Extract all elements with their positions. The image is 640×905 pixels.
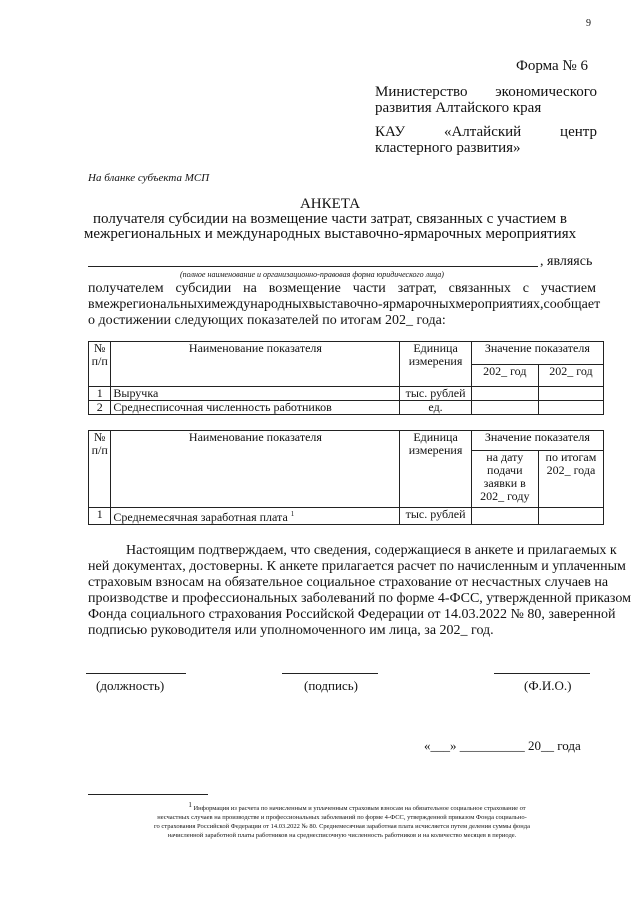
form-title: Форма № 6 [516,58,588,74]
value-cell[interactable] [538,401,603,415]
value-cell[interactable] [471,387,538,401]
confirmation-paragraph: Настоящим подтверждаем, что сведения, содержащиеся в анкете и прилагаемых к ней документах, достоверны. К анкете прилагается расчет по начисленным и уплаченным страховым взносам на обязательное социальное страхование от несчастных случаев на производстве и профессиональных заболеваний по форме 4-ФСС, утвержденной приказом Фонда социального страхования Российской Федерации от 14.03.2022 № 80, заверенной подписью руководителя или уполномоченного им лица, за 202_ год. [88,543,631,638]
kau-line1: КАУ «Алтайский центр [375,124,597,140]
date-line: «___» __________ 20__ года [424,738,581,753]
value-cell[interactable] [471,508,538,525]
header-year2: 202_ год [538,364,603,387]
name-caption: (Ф.И.О.) [524,678,572,693]
header-num: № п/п [89,431,111,508]
table-row: 2 Среднесписочная численность работников ед. [89,401,604,415]
page-number: 9 [586,18,591,29]
intro-paragraph: получателем субсидии на возмещение части затрат, связанных с участием в межрегиональных и международных выставочно-ярмарочных мероприятиях, сообщает о достижении следующих показателей по итогам 202_ года: [88,281,601,328]
table-row: 1 Среднемесячная заработная плата $^1$ тыс. рублей [89,508,604,525]
addressee-ministry [375,84,597,116]
footnote-mark: 1 [290,510,295,518]
indicators-table-2 [88,430,604,525]
value-cell[interactable] [538,387,603,401]
letterhead-note: На бланке субъекта МСП [88,172,210,184]
name-line [494,673,590,674]
ministry-line1: Министерство экономического [375,84,597,100]
position-line [86,673,186,674]
table-header-row [89,342,604,365]
header-year1: 202_ год [471,364,538,387]
position-caption: (должность) [96,678,165,693]
signature-line [282,673,378,674]
table-header-row [89,431,604,451]
header-value: Значение показателя [471,342,603,365]
kau-line2: кластерного развития» [375,140,521,156]
value-cell[interactable] [538,508,603,525]
indicators-table-1 [88,341,604,415]
header-value: Значение показателя [471,431,603,451]
header-col2: по итогам 202_ года [538,451,603,508]
footnote-separator [88,794,208,795]
legal-name-note: (полное наименование и организационно-правовая форма юридического лица) [180,270,444,279]
addressee-kau [375,124,597,156]
header-col1: на дату подачи заявки в 202_ году [471,451,538,508]
document-title: АНКЕТА [299,196,361,212]
value-cell[interactable] [471,401,538,415]
signature-caption: (подпись) [304,678,358,693]
ministry-line2: развития Алтайского края [375,100,542,116]
footnote: $^1$ Информация из расчета по начисленным и уплаченным страховым взносам на обязательное социальное страхование от несчастных случаев на производстве и профессиональных заболеваний по форме 4-ФСС, утвержденной приказом Фонда социально- го страхования Российской Федерации от 14.03.2022 № 80. Среднемесячная заработная плата исчисляется путем деления суммы фонда начисленной заработной платы работников на среднесписочную численность работников и на количество месяцев в периоде. [154,801,530,840]
document-subtitle: получателя субсидии на возмещение части затрат, связанных с участием в межрегиональных и международных выставочно-ярмарочных мероприятиях [83,211,577,242]
header-unit: Единица измерения [400,342,471,387]
header-name: Наименование показателя [111,342,400,387]
table-row: 1 Выручка тыс. рублей [89,387,604,401]
header-num: № п/п [89,342,111,387]
being-word: , являясь [540,254,593,269]
header-unit: Единица измерения [400,431,471,508]
legal-name-blank [88,266,538,267]
header-name: Наименование показателя [111,431,400,508]
